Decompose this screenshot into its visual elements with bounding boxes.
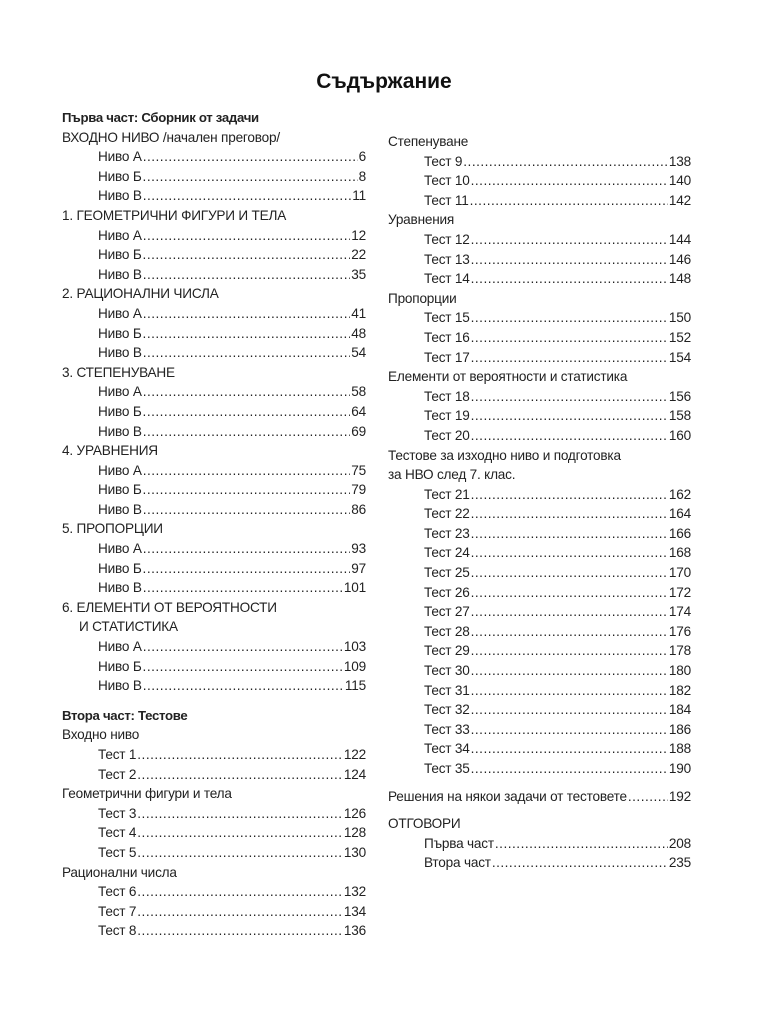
- toc-entry-page: 103: [343, 639, 366, 655]
- dot-leader: [137, 823, 343, 843]
- toc-entry-page: 8: [358, 168, 366, 184]
- dot-leader: [143, 657, 343, 677]
- page-title: Съдържание: [316, 70, 452, 93]
- toc-entry-page: 93: [351, 541, 366, 557]
- toc-entry[interactable]: [388, 543, 691, 563]
- dot-leader: [471, 622, 668, 642]
- toc-entry-page: 140: [668, 173, 691, 189]
- toc-entry-label: Тест 23: [424, 525, 470, 541]
- dot-leader: [471, 700, 668, 720]
- toc-entry-page: 186: [668, 721, 691, 737]
- toc-entry-list: [388, 834, 691, 873]
- toc-section-title: Тестове за изходно ниво и подготовка: [388, 447, 621, 463]
- toc-entry[interactable]: [62, 304, 366, 324]
- toc-entry-label: Ниво Б: [98, 168, 142, 184]
- toc-entry-label: Ниво А: [98, 462, 142, 478]
- toc-entry[interactable]: [62, 902, 366, 922]
- toc-entry-page: 41: [351, 305, 366, 321]
- toc-entry-label: Тест 27: [424, 604, 470, 620]
- dot-leader: [471, 328, 668, 348]
- toc-entry-label: Първа част: [424, 835, 494, 851]
- toc-entry-page: 134: [343, 903, 366, 919]
- dot-leader: [143, 402, 351, 422]
- toc-entry[interactable]: [388, 308, 691, 328]
- toc-entry-label: Тест 4: [98, 825, 137, 841]
- dot-leader: [143, 637, 343, 657]
- toc-entry-page: 176: [668, 623, 691, 639]
- toc-entry-page: 154: [668, 349, 691, 365]
- dot-leader: [471, 739, 668, 759]
- toc-entry[interactable]: [388, 661, 691, 681]
- toc-entry[interactable]: [62, 226, 366, 246]
- toc-entry-page: 164: [668, 506, 691, 522]
- toc-entry[interactable]: [388, 485, 691, 505]
- toc-entry-label: Ниво В: [98, 423, 142, 439]
- dot-leader: [471, 524, 668, 544]
- toc-entry-list: [62, 637, 366, 696]
- toc-entry[interactable]: [62, 843, 366, 863]
- dot-leader: [471, 387, 668, 407]
- dot-leader: [471, 720, 668, 740]
- toc-entry[interactable]: [388, 269, 691, 289]
- toc-entry[interactable]: [388, 348, 691, 368]
- toc-entry-label: Тест 12: [424, 231, 470, 247]
- toc-entry-page: 48: [351, 325, 366, 341]
- toc-section-title: Пропорции: [388, 290, 457, 306]
- toc-entry-page: 144: [668, 231, 691, 247]
- toc-entry-label: Втора част: [424, 855, 491, 871]
- toc-entry-label: Тест 13: [424, 251, 470, 267]
- dot-leader: [143, 422, 351, 442]
- toc-section-title: Елементи от вероятности и статистика: [388, 369, 628, 385]
- toc-entry-label: Ниво В: [98, 501, 142, 517]
- dot-leader: [628, 787, 668, 807]
- toc-entry-page: 130: [343, 844, 366, 860]
- toc-entry-label: Ниво Б: [98, 560, 142, 576]
- toc-entry-label: Ниво Б: [98, 658, 142, 674]
- toc-section-title-continued: И СТАТИСТИКА: [79, 619, 178, 635]
- toc-entry-page: 142: [668, 192, 691, 208]
- toc-entry-page: 22: [351, 247, 366, 263]
- toc-entry-label: Тест 10: [424, 173, 470, 189]
- toc-entry-page: 86: [351, 501, 366, 517]
- toc-entry-label: Тест 33: [424, 721, 470, 737]
- toc-entry-label: Тест 17: [424, 349, 470, 365]
- toc-entry-page: 162: [668, 486, 691, 502]
- toc-entry-label: Тест 15: [424, 310, 470, 326]
- toc-entry-page: 208: [668, 835, 691, 851]
- toc-entry-label: Тест 14: [424, 271, 470, 287]
- toc-entry[interactable]: [62, 461, 366, 481]
- toc-entry[interactable]: [388, 602, 691, 622]
- dot-leader: [471, 563, 668, 583]
- toc-entry-label: Тест 16: [424, 329, 470, 345]
- toc-entry[interactable]: [388, 191, 691, 211]
- toc-entry[interactable]: [388, 328, 691, 348]
- toc-entry-label: Тест 11: [424, 192, 469, 208]
- toc-entry[interactable]: [388, 171, 691, 191]
- dot-leader: [143, 167, 358, 187]
- dot-leader: [471, 759, 668, 779]
- dot-leader: [471, 406, 668, 426]
- dot-leader: [471, 661, 668, 681]
- toc-section-title: ОТГОВОРИ: [388, 816, 461, 832]
- toc-entry[interactable]: [388, 230, 691, 250]
- toc-entry[interactable]: [62, 480, 366, 500]
- toc-entry[interactable]: [388, 583, 691, 603]
- toc-entry-page: 166: [668, 525, 691, 541]
- toc-entry-page: 12: [351, 227, 366, 243]
- toc-entry-label: Тест 6: [98, 884, 137, 900]
- dot-leader: [137, 921, 343, 941]
- dot-leader: [143, 578, 343, 598]
- dot-leader: [137, 902, 343, 922]
- toc-entry[interactable]: [62, 823, 366, 843]
- toc-entry-label: Ниво В: [98, 580, 142, 596]
- toc-section-title: 4. УРАВНЕНИЯ: [62, 443, 158, 459]
- toc-entry[interactable]: [388, 387, 691, 407]
- toc-entry-page: 101: [343, 580, 366, 596]
- toc-entry[interactable]: [388, 759, 691, 779]
- dot-leader: [471, 543, 668, 563]
- dot-leader: [471, 308, 668, 328]
- dot-leader: [463, 152, 668, 172]
- toc-entry-page: 35: [351, 266, 366, 282]
- toc-entry[interactable]: [62, 882, 366, 902]
- dot-leader: [143, 539, 351, 559]
- toc-entry-label: Ниво А: [98, 305, 142, 321]
- toc-entry-page: 150: [668, 310, 691, 326]
- toc-entry-label: Ниво В: [98, 345, 142, 361]
- dot-leader: [143, 226, 351, 246]
- toc-entry-label: Ниво А: [98, 384, 142, 400]
- toc-entry-label: Тест 1: [98, 747, 137, 762]
- toc-entry-label: Тест 34: [424, 741, 470, 757]
- toc-entry-label: Тест 35: [424, 761, 470, 776]
- toc-entry-page: 170: [668, 565, 691, 581]
- toc-entry-page: 172: [668, 584, 691, 600]
- toc-entry-page: 178: [668, 643, 691, 659]
- toc-entry-label: Ниво Б: [98, 325, 142, 341]
- toc-entry-page: 122: [343, 747, 366, 762]
- toc-entry[interactable]: [62, 167, 366, 187]
- dot-leader: [471, 269, 668, 289]
- toc-entry-page: 188: [668, 741, 691, 757]
- dot-leader: [143, 245, 351, 265]
- toc-entry-label: Ниво В: [98, 266, 142, 282]
- toc-entry-label: Ниво А: [98, 541, 142, 557]
- toc-entry[interactable]: [388, 739, 691, 759]
- toc-entry-label: Тест 5: [98, 844, 137, 860]
- toc-entry-page: 174: [668, 604, 691, 620]
- toc-entry-page: 6: [358, 149, 366, 165]
- dot-leader: [137, 765, 343, 785]
- toc-section-title-continued: за НВО след 7. клас.: [388, 467, 516, 483]
- toc-entry[interactable]: [388, 641, 691, 661]
- toc-entry-page: 11: [352, 188, 366, 204]
- dot-leader: [143, 500, 351, 520]
- toc-entry-page: 180: [668, 663, 691, 679]
- dot-leader: [143, 382, 351, 402]
- toc-entry-page: 152: [668, 329, 691, 345]
- dot-leader: [471, 485, 668, 505]
- toc-section-title: 1. ГЕОМЕТРИЧНИ ФИГУРИ И ТЕЛА: [62, 207, 287, 223]
- toc-entry[interactable]: [62, 324, 366, 344]
- toc-entry-page: 182: [668, 682, 691, 698]
- dot-leader: [471, 171, 668, 191]
- dot-leader: [137, 882, 343, 902]
- toc-entry[interactable]: [388, 524, 691, 544]
- toc-entry[interactable]: [388, 681, 691, 701]
- toc-entry[interactable]: [62, 657, 366, 677]
- dot-leader: [143, 559, 351, 579]
- toc-entry-label: Ниво Б: [98, 482, 142, 498]
- dot-leader: [471, 504, 668, 524]
- toc-entry[interactable]: [388, 720, 691, 740]
- toc-entry-page: 79: [351, 482, 366, 498]
- dot-leader: [470, 191, 668, 211]
- dot-leader: [471, 602, 668, 622]
- toc-chapter-list: [62, 206, 366, 598]
- toc-entry[interactable]: [62, 147, 366, 167]
- toc-entry-page: 235: [668, 855, 691, 871]
- dot-leader: [492, 853, 668, 873]
- toc-entry-label: Ниво А: [98, 639, 142, 655]
- toc-entry-list: [388, 485, 691, 779]
- toc-entry-label: Тест 3: [98, 805, 137, 821]
- toc-entry[interactable]: [388, 853, 691, 873]
- dot-leader: [471, 583, 668, 603]
- toc-entry-label: Тест 25: [424, 565, 470, 581]
- toc-entry-page: 192: [668, 788, 691, 804]
- toc-entry-page: 126: [343, 805, 366, 821]
- dot-leader: [143, 480, 351, 500]
- toc-entry-label: Тест 20: [424, 427, 470, 443]
- toc-entry-label: Ниво Б: [98, 403, 142, 419]
- toc-entry-label: Ниво А: [98, 149, 142, 165]
- dot-leader: [143, 265, 351, 285]
- toc-entry-page: 54: [351, 345, 366, 361]
- dot-leader: [471, 250, 668, 270]
- toc-entry-label: Тест 29: [424, 643, 470, 659]
- toc-entry-label: Тест 18: [424, 388, 470, 404]
- toc-section-title: 3. СТЕПЕНУВАНЕ: [62, 364, 175, 380]
- toc-entry-page: 146: [668, 251, 691, 267]
- dot-leader: [471, 230, 668, 250]
- toc-entry-page: 148: [668, 271, 691, 287]
- toc-entry-page: 168: [668, 545, 691, 561]
- toc-entry[interactable]: [62, 676, 366, 696]
- toc-entry-page: 136: [343, 923, 366, 939]
- toc-right-column: [388, 132, 691, 873]
- toc-entry-page: 156: [668, 388, 691, 404]
- toc-entry[interactable]: [62, 921, 366, 941]
- toc-section-title: Уравнения: [388, 212, 455, 228]
- dot-leader: [143, 461, 351, 481]
- dot-leader: [471, 426, 668, 446]
- toc-chapter-list: [388, 132, 691, 446]
- toc-entry-label: Тест 8: [98, 923, 137, 939]
- toc-entry-page: 138: [668, 153, 691, 169]
- toc-entry[interactable]: [62, 637, 366, 657]
- toc-entry[interactable]: [62, 765, 366, 785]
- toc-entry-label: Тест 7: [98, 903, 137, 919]
- toc-entry-label: Тест 19: [424, 408, 470, 424]
- toc-section-title: 5. ПРОПОРЦИИ: [62, 521, 163, 537]
- toc-entry-page: 97: [351, 560, 366, 576]
- toc-entry-label: Ниво В: [98, 678, 142, 694]
- toc-entry-page: 132: [343, 884, 366, 900]
- toc-entry-page: 128: [343, 825, 366, 841]
- toc-entry[interactable]: [388, 504, 691, 524]
- toc-entry[interactable]: [62, 559, 366, 579]
- toc-entry-page: 190: [668, 761, 691, 776]
- toc-entry-page: 109: [343, 658, 366, 674]
- toc-entry-label: Решения на някои задачи от тестовете: [388, 788, 627, 804]
- toc-entry[interactable]: [388, 563, 691, 583]
- toc-section-title: 2. РАЦИОНАЛНИ ЧИСЛА: [62, 286, 219, 302]
- toc-entry[interactable]: [62, 382, 366, 402]
- toc-entry-label: Ниво В: [98, 188, 142, 204]
- dot-leader: [471, 681, 668, 701]
- toc-entry-label: Ниво А: [98, 227, 142, 243]
- toc-entry[interactable]: [388, 834, 691, 854]
- dot-leader: [143, 304, 351, 324]
- part1-heading: Първа част: Сборник от задачи: [62, 110, 259, 125]
- toc-entry-label: Ниво Б: [98, 247, 142, 263]
- toc-entry-solutions[interactable]: [388, 787, 691, 807]
- toc-entry-page: 75: [351, 462, 366, 478]
- toc-entry-page: 158: [668, 408, 691, 424]
- toc-entry[interactable]: [62, 186, 366, 206]
- toc-entry-page: 58: [351, 384, 366, 400]
- toc-entry-label: Тест 32: [424, 702, 470, 718]
- dot-leader: [143, 676, 344, 696]
- toc-entry[interactable]: [388, 152, 691, 172]
- toc-section-title: Рационални числа: [62, 864, 177, 880]
- toc-entry[interactable]: [62, 422, 366, 442]
- toc-entry-label: Тест 30: [424, 663, 470, 679]
- toc-entry[interactable]: [62, 804, 366, 824]
- toc-entry-label: Тест 28: [424, 623, 470, 639]
- toc-entry[interactable]: [62, 343, 366, 363]
- dot-leader: [137, 745, 343, 765]
- dot-leader: [143, 147, 358, 167]
- toc-entry-label: Тест 31: [424, 682, 470, 698]
- toc-entry[interactable]: [388, 622, 691, 642]
- toc-entry-page: 160: [668, 427, 691, 443]
- toc-entry[interactable]: [62, 539, 366, 559]
- dot-leader: [143, 343, 351, 363]
- toc-entry[interactable]: [388, 426, 691, 446]
- toc-entry-page: 115: [344, 678, 366, 694]
- toc-section-title: ВХОДНО НИВО /начален преговор/: [62, 129, 280, 145]
- toc-entry-label: Тест 24: [424, 545, 470, 561]
- toc-entry[interactable]: [62, 245, 366, 265]
- toc-chapter-list: [62, 725, 366, 941]
- dot-leader: [137, 804, 343, 824]
- toc-entry[interactable]: [388, 700, 691, 720]
- toc-entry-list: [62, 147, 366, 206]
- dot-leader: [471, 641, 668, 661]
- toc-entry-page: 69: [351, 423, 366, 439]
- toc-section-title: Входно ниво: [62, 727, 140, 743]
- part2-heading: Втора част: Тестове: [62, 707, 188, 723]
- toc-left-column: [62, 108, 366, 941]
- toc-entry[interactable]: [62, 578, 366, 598]
- toc-section-title: 6. ЕЛЕМЕНТИ ОТ ВЕРОЯТНОСТИ: [62, 599, 277, 615]
- dot-leader: [495, 834, 668, 854]
- toc-entry[interactable]: [62, 500, 366, 520]
- toc-entry-label: Тест 2: [98, 766, 137, 782]
- toc-section-title: Степенуване: [388, 134, 469, 149]
- dot-leader: [471, 348, 668, 368]
- toc-entry[interactable]: [62, 745, 366, 765]
- toc-entry-label: Тест 9: [424, 153, 463, 169]
- dot-leader: [143, 186, 352, 206]
- toc-entry-label: Тест 21: [424, 486, 470, 502]
- toc-entry-page: 124: [343, 766, 366, 782]
- toc-entry[interactable]: [62, 402, 366, 422]
- toc-entry-page: 64: [351, 403, 366, 419]
- toc-entry[interactable]: [388, 250, 691, 270]
- toc-entry[interactable]: [388, 406, 691, 426]
- toc-section-title: Геометрични фигури и тела: [62, 786, 232, 802]
- toc-entry[interactable]: [62, 265, 366, 285]
- toc-entry-label: Тест 26: [424, 584, 470, 600]
- dot-leader: [143, 324, 351, 344]
- toc-entry-page: 184: [668, 702, 691, 718]
- toc-entry-label: Тест 22: [424, 506, 470, 522]
- dot-leader: [137, 843, 343, 863]
